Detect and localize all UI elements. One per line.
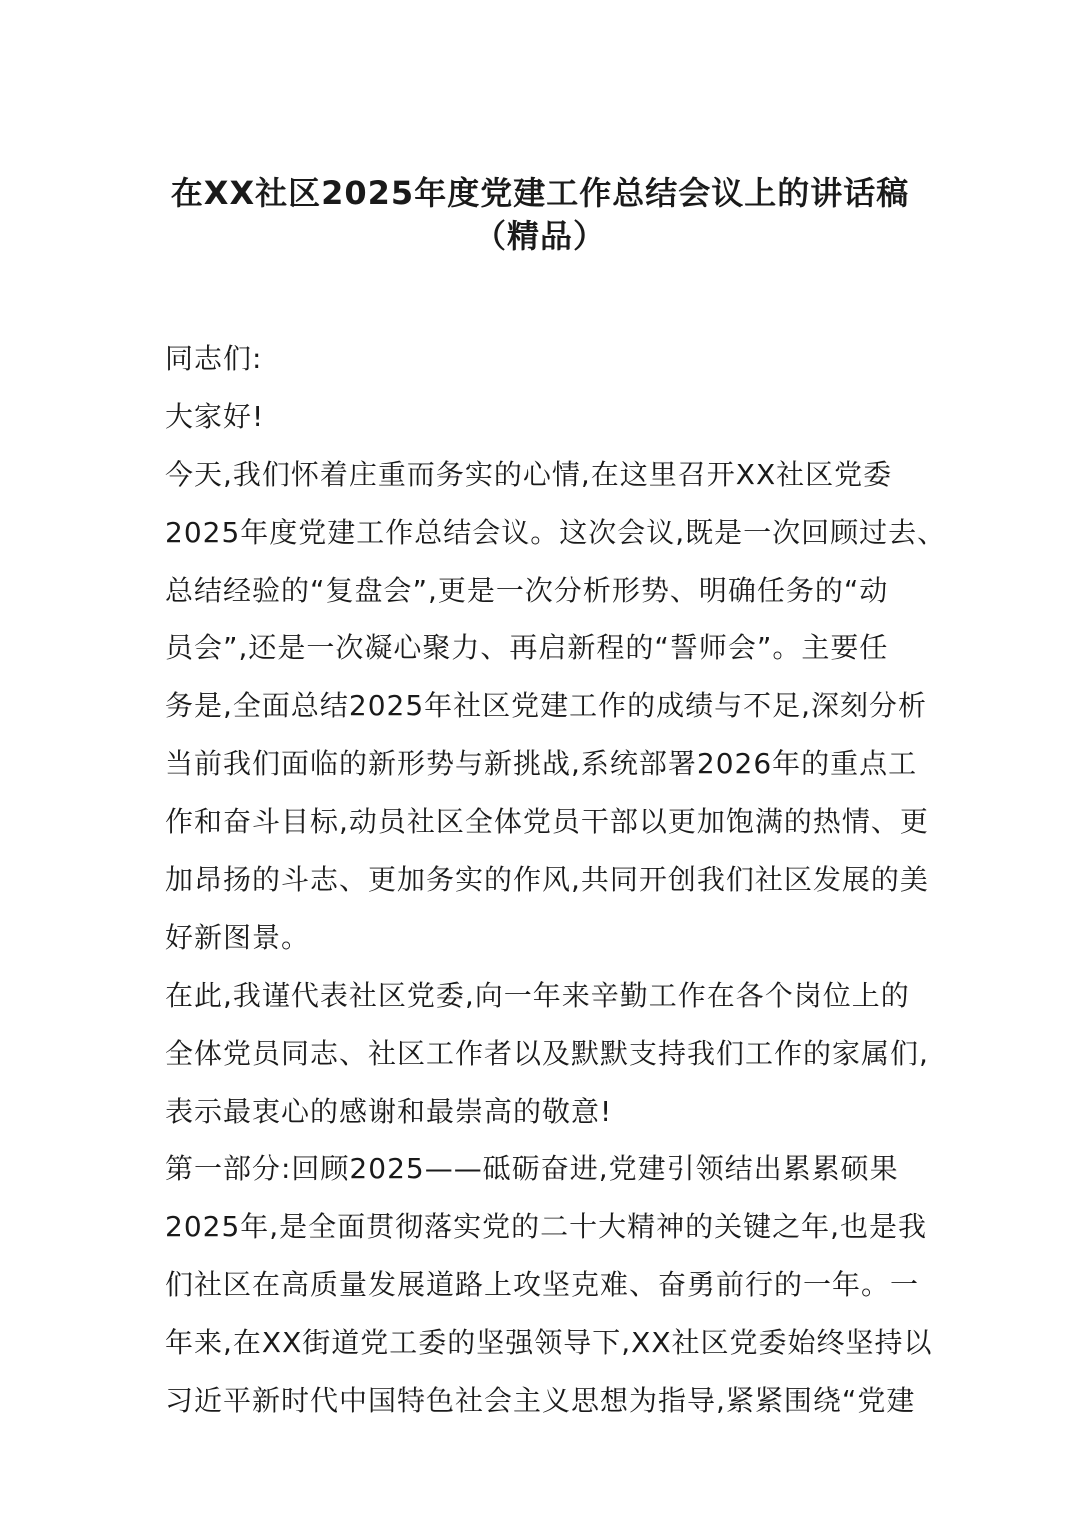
text-line: 好新图景。	[165, 920, 311, 954]
text-line: 务是,全面总结2025年社区党建工作的成绩与不足,深刻分析	[165, 689, 928, 723]
text-line: 习近平新时代中国特色社会主义思想为指导,紧紧围绕“党建	[165, 1384, 916, 1418]
text-line: 作和奋斗目标,动员社区全体党员干部以更加饱满的热情、更	[165, 805, 929, 839]
text-line: 同志们:	[165, 342, 263, 375]
text-line: 大家好!	[165, 399, 265, 433]
text-line: 2025年度党建工作总结会议。这次会议,既是一次回顾过去、	[165, 515, 947, 549]
text-line: 年来,在XX街道党工委的坚强领导下,XX社区党委始终坚持以	[165, 1326, 933, 1360]
section-heading: 第一部分:回顾2025——砥砺奋进,党建引领结出累累硕果	[165, 1152, 899, 1186]
document-title: 在XX社区2025年度党建工作总结会议上的讲话稿	[170, 174, 910, 212]
text-line: 当前我们面临的新形势与新挑战,系统部署2026年的重点工	[165, 747, 918, 781]
text-line: 们社区在高质量发展道路上攻坚克难、奋勇前行的一年。一	[165, 1268, 920, 1302]
text-line: 在此,我谨代表社区党委,向一年来辛勤工作在各个岗位上的	[165, 978, 910, 1012]
text-line: 表示最衷心的感谢和最崇高的敬意!	[165, 1094, 613, 1128]
document-body	[165, 330, 945, 1430]
text-line: 加昂扬的斗志、更加务实的作风,共同开创我们社区发展的美	[165, 863, 929, 897]
document-subtitle: （精品）	[473, 217, 606, 255]
text-line: 今天,我们怀着庄重而务实的心情,在这里召开XX社区党委	[165, 457, 893, 491]
text-line: 员会”,还是一次凝心聚力、再启新程的“誓师会”。主要任	[165, 631, 889, 665]
text-line: 总结经验的“复盘会”,更是一次分析形势、明确任务的“动	[165, 573, 889, 607]
text-line: 2025年,是全面贯彻落实党的二十大精神的关键之年,也是我	[165, 1210, 928, 1244]
text-line: 全体党员同志、社区工作者以及默默支持我们工作的家属们,	[165, 1036, 929, 1070]
